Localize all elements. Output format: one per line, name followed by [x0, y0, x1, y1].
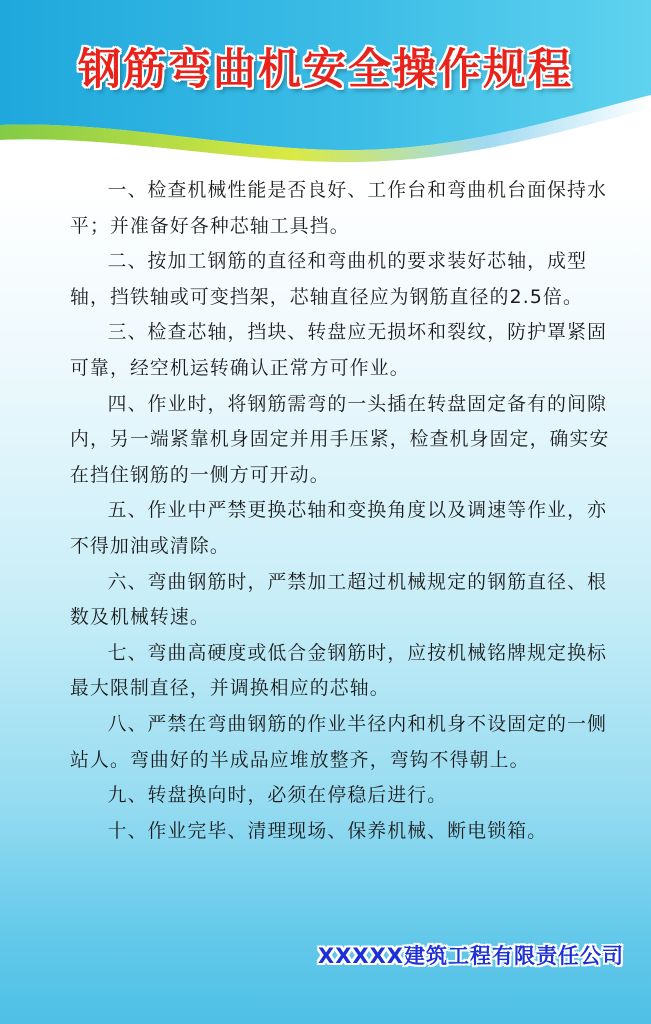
- rule-item-8: 八、严禁在弯曲钢筋的作业半径内和机身不设固定的一侧站人。弯曲好的半成品应堆放整齐，弯钩不得朝上。: [70, 713, 608, 771]
- rule-item-7: 七、弯曲高硬度或低合金钢筋时，应按机械铭牌规定换标最大限制直径，并调换相应的芯轴。: [70, 642, 608, 700]
- rule-item-3: 三、检查芯轴，挡块、转盘应无损坏和裂纹，防护罩紧固可靠，经空机运转确认正常方可作业。: [70, 322, 608, 379]
- rule-item-1: 一、检查机械性能是否良好、工作台和弯曲机台面保持水平；并准备好各种芯轴工具挡。: [70, 180, 608, 237]
- rule-item-6: 六、弯曲钢筋时，严禁加工超过机械规定的钢筋直径、根数及机械转速。: [70, 571, 608, 629]
- company-name: XXXXX建筑工程有限责任公司: [318, 944, 624, 968]
- rule-item-5: 五、作业中严禁更换芯轴和变换角度以及调速等作业，亦不得加油或清除。: [70, 500, 608, 557]
- rule-item-4: 四、作业时，将钢筋需弯的一头插在转盘固定备有的间隙内，另一端紧靠机身固定并用手压紧，检查机身固定，确实安在挡住钢筋的一侧方可开动。: [70, 393, 610, 486]
- rule-item-2: 二、按加工钢筋的直径和弯曲机的要求装好芯轴，成型轴，挡铁轴或可变挡架，芯轴直径应为钢筋直径的2.5倍。: [70, 251, 588, 308]
- rule-item-9: 九、转盘换向时，必须在停稳后进行。: [107, 785, 448, 807]
- rules-list: [70, 173, 618, 849]
- rule-item-10: 十、作业完毕、清理现场、保养机械、断电锁箱。: [107, 820, 548, 842]
- page-title: 钢筋弯曲机安全操作规程: [78, 45, 573, 95]
